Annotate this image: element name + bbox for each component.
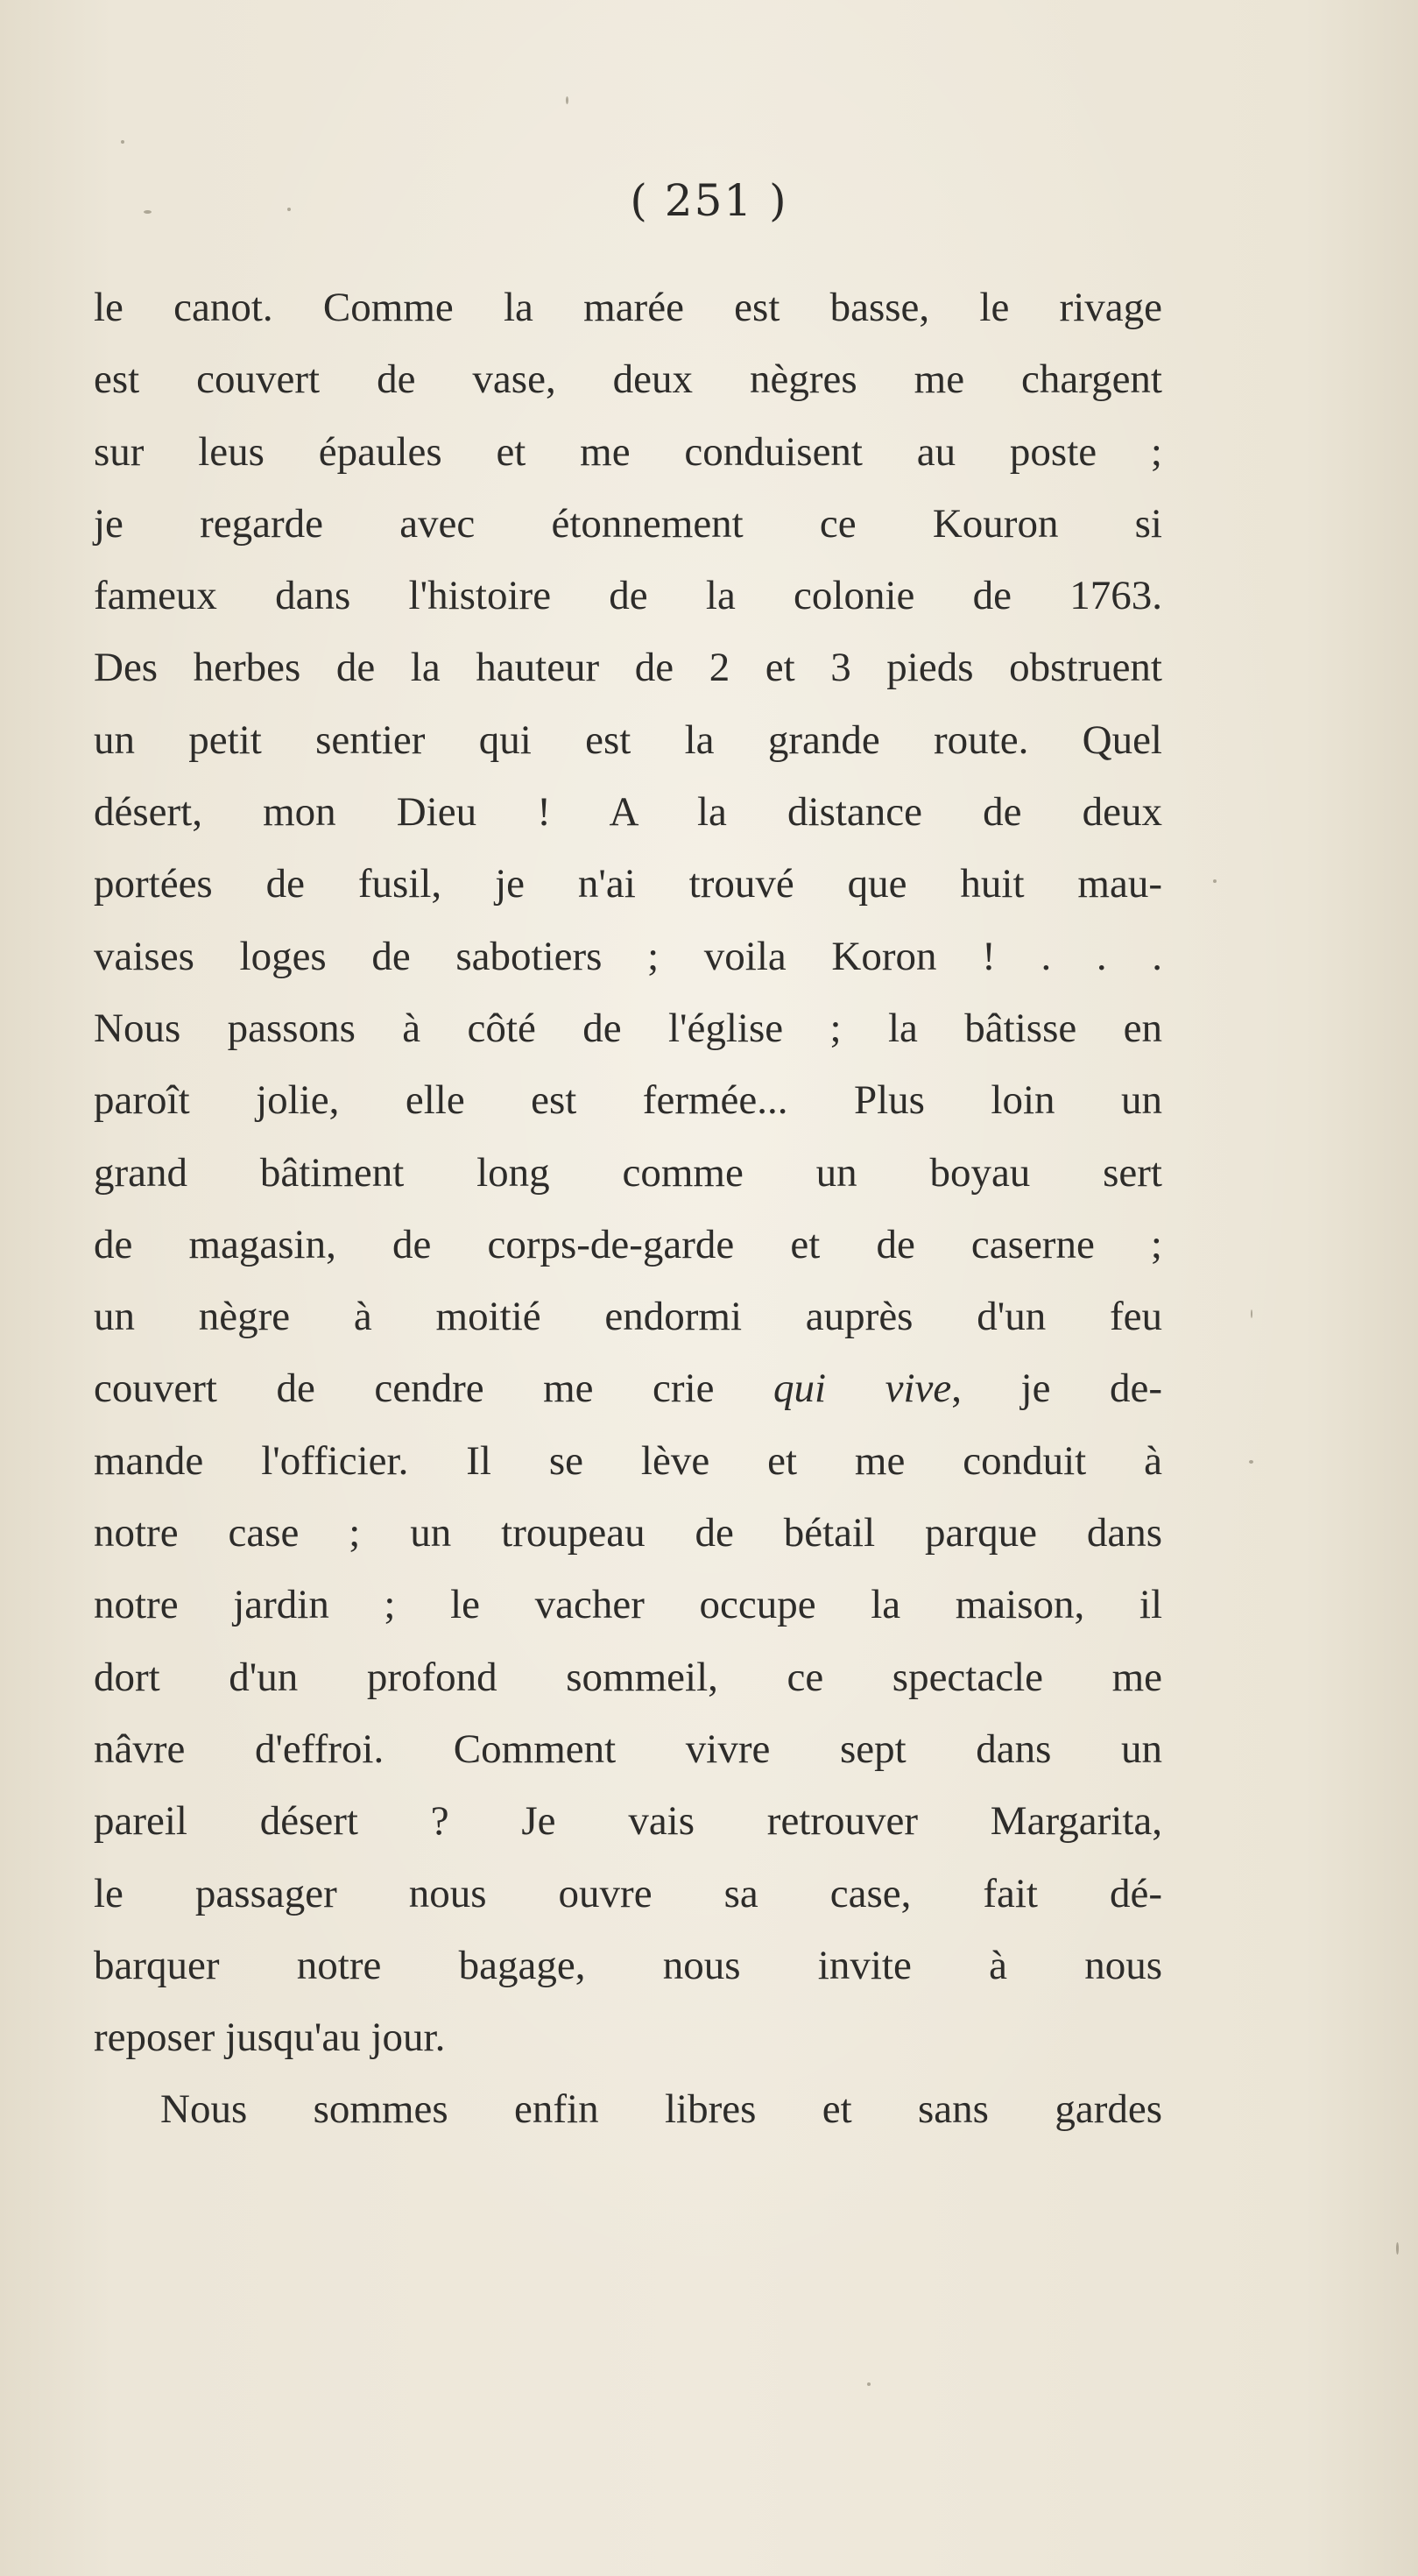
- paper-speck: [566, 96, 568, 104]
- text-line: fameux dans l'histoire de la colonie de 1763.: [94, 573, 1162, 619]
- text-line: grand bâtiment long comme un boyau sert: [94, 1149, 1162, 1196]
- text-line: [94, 1352, 1162, 1424]
- page-number: ( 251 ): [630, 175, 788, 226]
- paper-speck: [1251, 1309, 1252, 1318]
- text-line: Nous passons à côté de l'église ; la bâtisse en: [94, 1005, 1162, 1051]
- text-line: sur leus épaules et me conduisent au poste ;: [94, 428, 1162, 475]
- text-line: mande l'officier. Il se lève et me conduit à: [94, 1437, 1162, 1484]
- text-line: notre case ; un troupeau de bétail parque dans: [94, 1510, 1162, 1556]
- text-segment: couvert de cendre me crie: [94, 1366, 774, 1412]
- text-line: désert, mon Dieu ! A la distance de deux: [94, 789, 1162, 836]
- italic-phrase: qui vive: [773, 1366, 952, 1412]
- text-line: paroît jolie, elle est fermée... Plus loin un: [94, 1077, 1162, 1124]
- text-line: pareil désert ? Je vais retrouver Margarita,: [94, 1798, 1162, 1845]
- text-line: un petit sentier qui est la grande route. Quel: [94, 716, 1162, 763]
- text-line: notre jardin ; le vacher occupe la maison, il: [94, 1582, 1162, 1628]
- paper-speck: [1213, 879, 1217, 883]
- text-line: un nègre à moitié endormi auprès d'un feu: [94, 1294, 1162, 1340]
- text-line: Nous sommes enfin libres et sans gardes: [160, 2086, 1162, 2133]
- paper-speck: [121, 140, 124, 144]
- paper-speck: [1396, 2242, 1399, 2255]
- text-line: le passager nous ouvre sa case, fait dé-: [94, 1870, 1162, 1916]
- text-line: le canot. Comme la marée est basse, le rivage: [94, 285, 1162, 330]
- text-line: nâvre d'effroi. Comment vivre sept dans un: [94, 1726, 1162, 1772]
- text-line: portées de fusil, je n'ai trouvé que huit mau-: [94, 861, 1162, 907]
- text-segment: , je de-: [951, 1366, 1162, 1412]
- text-line: barquer notre bagage, nous invite à nous: [94, 1942, 1162, 1988]
- text-line: vaises loges de sabotiers ; voila Koron ! . . .: [94, 933, 1162, 979]
- body-text: [94, 272, 1162, 2146]
- text-line: est couvert de vase, deux nègres me chargent: [94, 356, 1162, 403]
- text-line: de magasin, de corps-de-garde et de caserne ;: [94, 1221, 1162, 1267]
- text-line: reposer jusqu'au jour.: [94, 2015, 446, 2061]
- text-line: dort d'un profond sommeil, ce spectacle me: [94, 1654, 1162, 1700]
- paper-speck: [867, 2382, 871, 2386]
- text-line: je regarde avec étonnement ce Kouron si: [94, 500, 1162, 547]
- text-line: Des herbes de la hauteur de 2 et 3 pieds obstruent: [94, 645, 1162, 691]
- paper-speck: [1249, 1460, 1253, 1464]
